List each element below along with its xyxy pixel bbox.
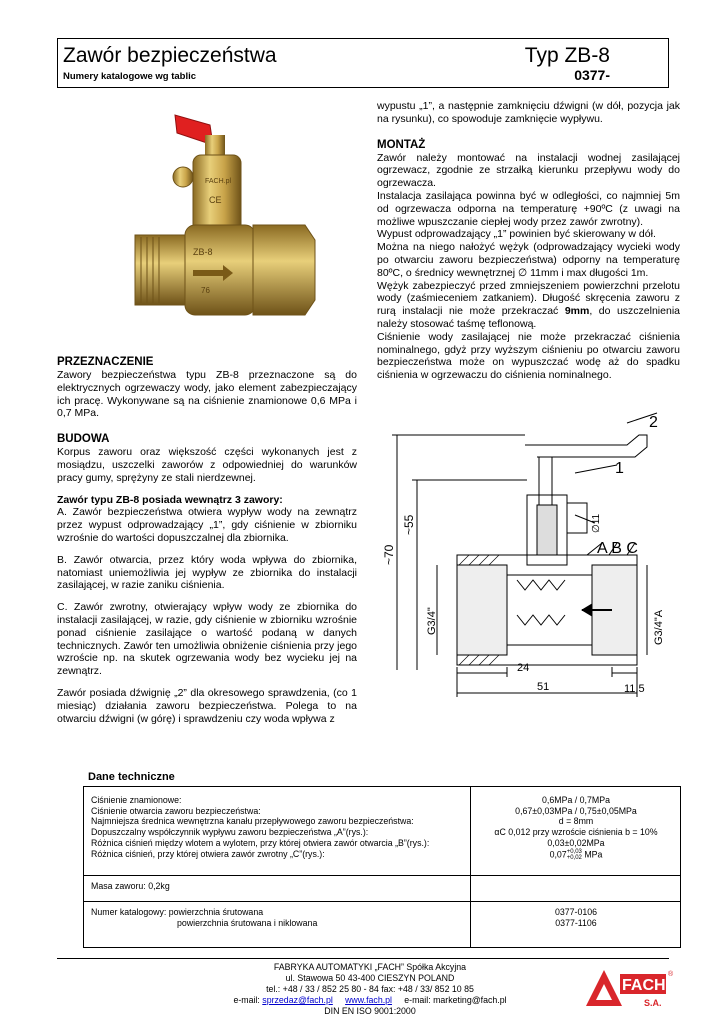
tech-masa: Masa zaworu: 0,2kg xyxy=(91,881,170,891)
heading-przeznaczenie: PRZEZNACZENIE xyxy=(57,356,154,368)
label-abc: A B C xyxy=(597,540,638,557)
dim-70: ~70 xyxy=(382,544,396,565)
www-link[interactable]: www.fach.pl xyxy=(345,994,393,1005)
tech-numer-label: Numer katalogowy: powierzchnia śrutowana powierzchnia śrutowana i niklowana xyxy=(91,907,318,928)
footer-divider xyxy=(57,958,669,959)
catalog-number: 0377- xyxy=(574,67,610,83)
text-budowa: Korpus zaworu oraz większość części wykonanych jest z mosiądzu, uszczelki zaworów z odpowiedniej do warunków pracy gumy, sprężyny ze stali nierdzewnej. xyxy=(57,446,357,484)
zwrotny-value: 0,07 +0,03 +0,02 MPa xyxy=(549,848,603,861)
dim-24: 24 xyxy=(517,662,530,674)
label-2: 2 xyxy=(649,414,658,431)
dim-11-5: 11,5 xyxy=(624,683,645,695)
right-column xyxy=(377,100,680,382)
text-montaz-1: Zawór należy montować na instalacji wodnej zasilającej ogrzewacz, zgodnie ze strzałką kierunku przepływu wody do ogrzewacza. xyxy=(377,151,680,190)
dim-55: ~55 xyxy=(402,514,416,535)
dim-51: 51 xyxy=(537,681,550,693)
photo-mark-76: 76 xyxy=(201,286,210,295)
logo-reg: ® xyxy=(668,971,674,978)
tech-right-block: 0,6MPa / 0,7MPa 0,67±0,03MPa / 0,75±0,05MPa d = 8mm αC 0,012 przy wzroście ciśnienia b = 10% 0,03±0,02MPa 0,07 +0,03 +0,02 MPa xyxy=(470,795,682,861)
text-continuation: wypustu „1”, a następnie zamknięciu dźwigni (w dół, pozycja jak na rysunku), co spowoduje zamknięcie wypływu. xyxy=(377,100,680,125)
photo-mark-ce: CE xyxy=(209,195,222,205)
tech-numer-values: 0377-0106 0377-1106 xyxy=(554,907,598,928)
text-przeznaczenie: Zawory bezpieczeństwa typu ZB-8 przeznaczone są do elektrycznych ogrzewaczy wody, jako element zabezpieczający ich pracę. Wykonywane są na ciśnienie znamionowe 0,6 MPa i 0,7 MPa. xyxy=(57,369,357,420)
tech-title: Dane techniczne xyxy=(88,771,175,783)
type-label: Typ ZB-8 xyxy=(524,44,610,67)
text-montaz-6: Ciśnienie wody zasilającej nie może przekraczać ciśnienia nominalnego, gdyż przy wyższym ciśnieniu po otwarciu zaworu bezpieczeństwa może on wypuszczać wodę aż do spadku ciśnienia w ogrzewaczu do ciśnienia nominalnego. xyxy=(377,330,680,382)
text-montaz-2: Instalacja zasilająca powinna być w odległości, co najmniej 5m od ogrzewacza odporna na temperaturę +90ºC (z uwagi na możliwe wpuszczanie ciepłej wody przez zawór zwrotny). xyxy=(377,190,680,228)
text-montaz-3: Wypust odprowadzający „1” powinien być skierowany w dół. xyxy=(377,228,656,241)
header-box xyxy=(57,38,669,88)
page-title: Zawór bezpieczeństwa xyxy=(63,44,277,67)
left-column xyxy=(57,355,357,725)
subtitle: Numery katalogowe wg tablic xyxy=(63,71,197,82)
photo-mark-fach: FACH.pl xyxy=(205,178,232,185)
tech-table xyxy=(83,786,681,948)
text-zawory-3: Zawór typu ZB-8 posiada wewnątrz 3 zawory: xyxy=(57,493,283,506)
photo-mark-zb8: ZB-8 xyxy=(193,247,213,257)
text-zawor-b: B. Zawór otwarcia, przez który woda wpływa do zbiornika, natomiast uniemożliwia jej wypływ ze zbiornika do instalacji zasilającej, w razie zaniku ciśnienia. xyxy=(57,553,357,592)
heading-montaz: MONTAŻ xyxy=(377,138,426,151)
heading-budowa: BUDOWA xyxy=(57,433,110,446)
label-1: 1 xyxy=(615,460,624,477)
text-zawor-a: A. Zawór bezpieczeństwa otwiera wypływ wody na zewnątrz przez wypust odprowadzający „1”, gdy ciśnienie w zbiorniku wzrośnie do wartości dopuszczalnej dla zbiornika. xyxy=(57,506,357,544)
text-zawor-c: C. Zawór zwrotny, otwierający wpływ wody ze zbiornika do instalacji zasilającej, w razie, gdy ciśnienie w zbiorniku wzrośnie ponad ciśnienie zasilające o wartość podaną w danych technicznych. Zawór ten umożliwia obniżenie ciśnienia przy jego wzroście np. na skutek ogrzewania wody bez wycieku jej na zewnątrz. xyxy=(57,601,357,678)
footer: FABRYKA AUTOMATYKI „FACH” Spółka Akcyjna ul. Stawowa 50 43-400 CIESZYN POLAND tel.: +48 / 33 / 852 25 80 - 84 fax: +48 / 33/ 852 10 85 e-mail: sprzedaz@fach.pl www.fach.pl e-mail: marketing@fach.pl DIN EN ISO 9001:2000 xyxy=(233,962,507,1016)
logo-text: FACH xyxy=(622,977,666,994)
technical-drawing xyxy=(377,405,677,725)
diameter-symbol: ∅ xyxy=(518,266,528,279)
tech-left-block: Ciśnienie znamionowe: Ciśnienie otwarcia zaworu bezpieczeństwa: Najmniejsza średnica wewnętrzna kanału przepływowego zaworu bezpieczeństwa: Dopuszczalny współczynnik wypływu zaworu bezpieczeństwa „A”(rys.): Różnica ciśnień między wlotem a wylotem, przy której otwiera zawór otwarcia „B”(rys.): Różnica ciśnień, przy której otwiera zawór zwrotny „C”(rys.): xyxy=(91,795,430,859)
valve-photo xyxy=(105,95,345,340)
thread-left: G3/4" xyxy=(426,607,438,635)
logo-sub: S.A. xyxy=(644,998,662,1008)
thread-right: G3/4"A xyxy=(653,609,665,645)
text-dzwignia: Zawór posiada dźwignię „2” dla okresowego sprawdzenia, (co 1 miesiąc) działania zaworu bezpieczeństwa. Polega to na otwarciu dźwigni (w górę) i sprawdzeniu czy woda wpływa z xyxy=(57,686,357,725)
text-montaz-4: Można na niego nałożyć wężyk (odprowadzający wycieki wody po otwarciu zaworu bezpieczeństwa) odporny na temperaturę 80ºC, o średnicy wewnętrznej ∅ 11mm i max długości 1m. xyxy=(377,241,680,279)
fach-logo xyxy=(584,966,674,1010)
text-montaz-5: Wężyk zabezpieczyć przed zmniejszeniem powierzchni przelotu wody (zaśmieceniem zatkaniem). Długość skręcenia zaworu z rurą instalacji nie może przekraczać 9mm, do uszczelnienia należy stosować taśmę teflonową. xyxy=(377,279,680,330)
dim-d11: ∅11 xyxy=(591,513,602,533)
email-link[interactable]: sprzedaz@fach.pl xyxy=(262,994,333,1005)
